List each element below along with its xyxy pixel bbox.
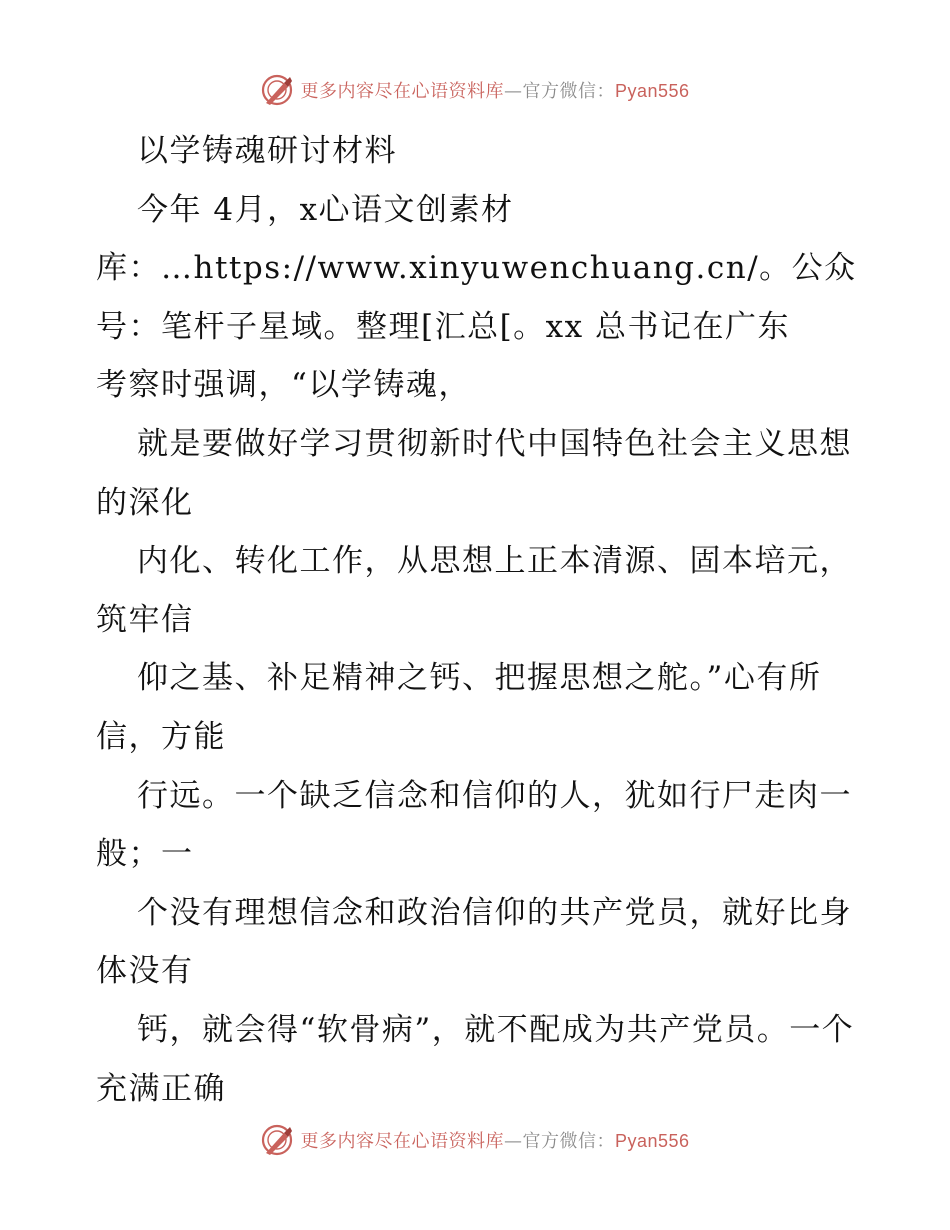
footer-wechat-id: Pyan556: [614, 1131, 690, 1151]
header-brand: [300, 77, 689, 103]
document-paragraph: 仰之基、补足精神之钙、把握思想之舵。”心有所信，方能: [96, 660, 822, 755]
document-paragraph: 号：笔杆子星域。整理[汇总[。xx 总书记在广东: [96, 308, 791, 345]
document-paragraph: 内化、转化工作，从思想上正本清源、固本培元，筑牢信: [96, 543, 852, 638]
document-paragraph: 个没有理想信念和政治信仰的共产党员，就好比身体没有: [96, 894, 852, 990]
document-paragraph: 就是要做好学习贯彻新时代中国特色社会主义思想的深化: [96, 425, 852, 521]
document-paragraph: 库：…https://www.xinyuwenchuang.cn/。公众: [96, 250, 857, 287]
document-paragraph: 钙，就会得“软骨病”，就不配成为共产党员。一个充满正确: [96, 1011, 855, 1107]
footer-brand-text: 更多内容尽在心语资料库: [300, 1131, 504, 1152]
pen-logo-icon: [260, 73, 294, 107]
header-wechat-id: Pyan556: [614, 81, 690, 101]
header-wechat-label: 官方微信：: [522, 81, 615, 102]
footer-separator: —: [503, 1131, 523, 1152]
document-paragraph: 今年 4月，x心语文创素材: [137, 191, 514, 228]
document-body: [96, 122, 861, 1118]
pen-logo-icon: [260, 1123, 294, 1157]
header-banner: [0, 70, 950, 110]
header-separator: —: [503, 81, 523, 102]
footer-wechat-label: 官方微信：: [522, 1131, 615, 1152]
document-paragraph: 行远。一个缺乏信念和信仰的人，犹如行尸走肉一般；一: [96, 777, 852, 873]
footer-banner: [0, 1120, 950, 1160]
document-paragraph: 以学铸魂研讨材料: [137, 133, 397, 169]
header-brand-text: 更多内容尽在心语资料库: [300, 81, 504, 102]
document-paragraph: 考察时强调，“以学铸魂，: [96, 367, 471, 404]
footer-brand: [300, 1127, 689, 1153]
